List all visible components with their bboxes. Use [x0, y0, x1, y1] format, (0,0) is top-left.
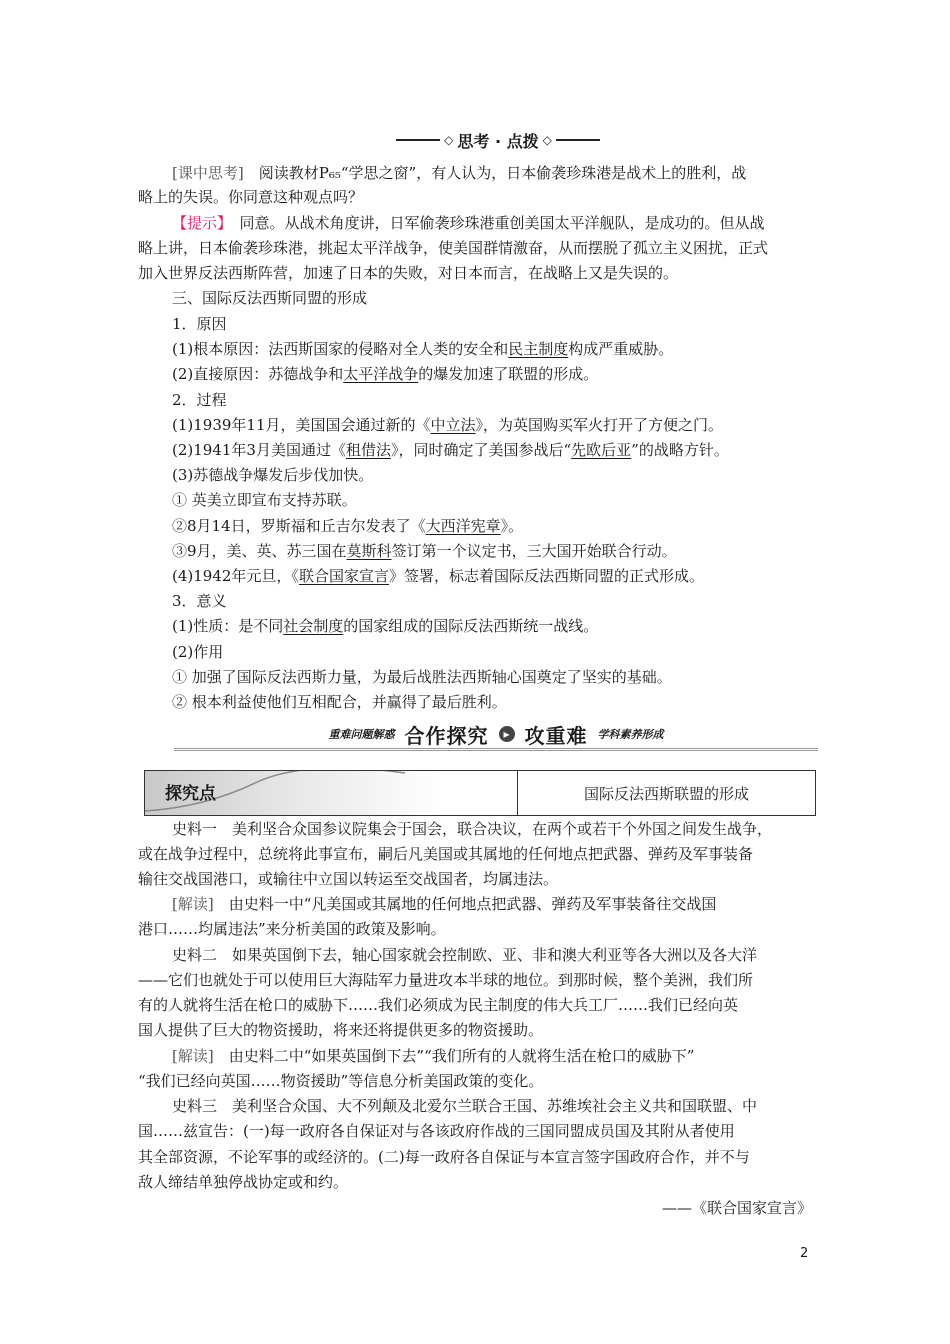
diamond-icon: ◇ [444, 133, 454, 147]
source1-line-3: 输往交战国港口，或输往中立国以转运至交战国者，均属违法。 [138, 870, 559, 888]
think-tag: [课中思考] [172, 164, 244, 182]
diamond-icon: ◇ [542, 133, 552, 147]
source2-line-1: 史料二 如果英国倒下去，轴心国家就会控制欧、亚、非和澳大利亚等各大洲以及各大洋 [172, 946, 758, 964]
cause-2: (2)直接原因：苏德战争和太平洋战争的爆发加速了联盟的形成。 [172, 365, 599, 383]
banner-main-2: 攻重难 [524, 723, 588, 748]
read2-tag: [解读] [172, 1047, 214, 1065]
source1-line-1: 史料一 美利坚合众国参议院集会于国会，联合决议，在两个或若干个外国之间发生战争， [172, 820, 773, 838]
explore-topic: 国际反法西斯联盟的形成 [583, 784, 749, 803]
process-3b: ②8月14日，罗斯福和丘吉尔发表了《大西洋宪章》。 [172, 517, 524, 535]
read2-line-1: [解读] 由史料二中“如果英国倒下去”“我们所有的人就将生活在枪口的威胁下” [172, 1047, 695, 1065]
section-banner [174, 720, 818, 751]
section-title: 思考 · 点拨 [457, 131, 539, 151]
significance-1: (1)性质：是不同社会制度的国家组成的国际反法西斯统一战线。 [172, 617, 599, 635]
read1-line-2: 港口……均属违法”来分析美国的政策及影响。 [138, 920, 446, 938]
banner-main-1: 合作探究 [404, 723, 489, 748]
source3-line-3: 其全部资源，不论军事的或经济的。(二)每一政府各自保证与本宣言签字国政府合作，并不与 [138, 1148, 750, 1166]
source3-line-4: 敌人缔结单独停战协定或和约。 [138, 1173, 349, 1191]
read1-tag: [解读] [172, 895, 214, 913]
process-2: (2)1941年3月美国通过《租借法》，同时确定了美国参战后“先欧后亚”的战略方针。 [172, 441, 729, 459]
subheading-process: 2．过程 [172, 391, 227, 409]
explore-box [144, 770, 816, 816]
source1-line-2: 或在战争过程中，总统将此事宣布，嗣后凡美国或其属地的任何地点把武器、弹药及军事装备 [138, 845, 754, 863]
section-heading: 三、国际反法西斯同盟的形成 [172, 289, 368, 307]
significance-2: (2)作用 [172, 643, 224, 661]
banner-right-text: 学科素养形成 [597, 728, 664, 741]
read1-line-1: [解读] 由史料一中“凡美国或其属地的任何地点把武器、弹药及军事装备往交战国 [172, 895, 717, 913]
subheading-significance: 3．意义 [172, 592, 227, 610]
source3-line-1: 史料三 美利坚合众国、大不列颠及北爱尔兰联合王国、苏维埃社会主义共和国联盟、中 [172, 1097, 758, 1115]
hint-line-3: 加入世界反法西斯阵营，加速了日本的失败，对日本而言，在战略上又是失误的。 [138, 264, 679, 282]
process-3c: ③9月，美、英、苏三国在莫斯科签订第一个议定书，三大国开始联合行动。 [172, 542, 677, 560]
banner-left-text: 重难问题解惑 [328, 728, 395, 741]
section-title-bar [368, 128, 628, 152]
source2-line-4: 国人提供了巨大的物资援助，将来还将提供更多的物资援助。 [138, 1021, 544, 1039]
title-rule-right [556, 139, 600, 141]
explore-label-cell [145, 771, 518, 815]
page-number: 2 [800, 1246, 809, 1261]
explore-label: 探究点 [165, 784, 216, 804]
significance-2b: ② 根本利益使他们互相配合，并赢得了最后胜利。 [172, 693, 507, 711]
hint-line-1 [172, 211, 765, 235]
significance-2a: ① 加强了国际反法西斯力量，为最后战胜法西斯轴心国奠定了坚实的基础。 [172, 668, 672, 686]
title-rule-left [396, 139, 440, 141]
source3-citation: ——《联合国家宣言》 [661, 1199, 812, 1217]
think-line-1 [172, 161, 746, 185]
hint-line-2: 略上讲，日本偷袭珍珠港，挑起太平洋战争，使美国群情激奋，从而摆脱了孤立主义困扰，正式 [138, 239, 769, 257]
source2-line-3: 有的人就将生活在枪口的威胁下……我们必须成为民主制度的伟大兵工厂……我们已经向英 [138, 996, 739, 1014]
think-text: 阅读教材P₆₅“学思之窗”，有人认为，日本偷袭珍珠港是战术上的胜利，战 [258, 164, 747, 182]
cause-1: (1)根本原因：法西斯国家的侵略对全人类的安全和民主制度构成严重威胁。 [172, 340, 674, 358]
subheading-cause: 1．原因 [172, 315, 227, 333]
source3-line-2: 国……兹宣告：(一)每一政府各自保证对与各该政府作战的三国同盟成员国及其附从者使用 [138, 1122, 735, 1140]
read2-line-2: “我们已经向英国……物资援助”等信息分析美国政策的变化。 [138, 1072, 544, 1090]
hint-text: 同意。从战术角度讲，日军偷袭珍珠港重创美国太平洋舰队，是成功的。但从战 [239, 214, 765, 232]
process-4: (4)1942年元旦，《联合国家宣言》签署，标志着国际反法西斯同盟的正式形成。 [172, 567, 704, 585]
hint-tag: 【提示】 [172, 214, 225, 232]
process-3a: ① 英美立即宣布支持苏联。 [172, 491, 357, 509]
process-3: (3)苏德战争爆发后步伐加快。 [172, 466, 374, 484]
source2-line-2: ——它们也就处于可以使用巨大海陆军力量进攻本半球的地位。到那时候，整个美洲，我们所 [138, 971, 754, 989]
think-line-2: 略上的失误。你同意这种观点吗？ [138, 188, 364, 206]
process-1: (1)1939年11月，美国国会通过新的《中立法》，为英国购买军火打开了方便之门。 [172, 416, 724, 434]
arrow-icon: ▸ [499, 726, 515, 742]
